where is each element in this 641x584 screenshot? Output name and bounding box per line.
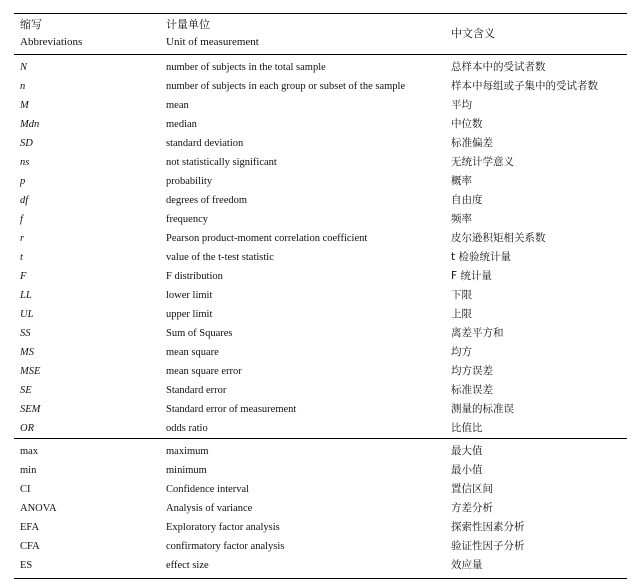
meaning-cell: 方差分析 [451, 502, 493, 514]
meaning-cell: 均方误差 [451, 365, 493, 377]
table-row [14, 518, 627, 537]
unit-cell: odds ratio [166, 423, 208, 434]
unit-cell: effect size [166, 560, 209, 571]
table-row [14, 480, 627, 499]
abbreviation-cell: N [20, 62, 28, 73]
meaning-cell: 总样本中的受试者数 [451, 61, 546, 73]
unit-cell: median [166, 119, 197, 130]
table-row [14, 499, 627, 518]
unit-cell: frequency [166, 214, 208, 225]
unit-cell: mean square error [166, 366, 242, 377]
abbreviation-cell: UL [20, 309, 34, 320]
unit-cell: upper limit [166, 309, 213, 320]
abbreviation-cell: r [20, 233, 25, 244]
table-row [14, 58, 627, 77]
unit-cell: Sum of Squares [166, 328, 233, 339]
abbreviation-cell: n [20, 81, 26, 92]
unit-cell: mean [166, 100, 189, 111]
table-row [14, 324, 627, 343]
meaning-cell: 中位数 [451, 118, 483, 130]
abbreviation-cell: MS [20, 347, 34, 358]
meaning-cell: 样本中每组或子集中的受试者数 [451, 80, 598, 92]
table-row [14, 115, 627, 134]
meaning-cell: 频率 [451, 213, 472, 225]
unit-cell: confirmatory factor analysis [166, 541, 285, 552]
table-row [14, 400, 627, 419]
unit-cell: minimum [166, 465, 207, 476]
unit-cell: lower limit [166, 290, 213, 301]
meaning-cell: F 统计量 [451, 270, 492, 282]
meaning-cell: 自由度 [451, 194, 483, 206]
meaning-cell: 平均 [451, 99, 472, 111]
unit-cell: mean square [166, 347, 219, 358]
meaning-cell: 效应量 [451, 559, 483, 571]
table-row [14, 419, 627, 438]
abbreviation-cell: SEM [20, 404, 41, 415]
abbreviation-cell: CFA [20, 541, 40, 552]
header-meaning-zh: 中文含义 [451, 27, 495, 40]
table-header [14, 14, 627, 54]
meaning-cell: 置信区间 [451, 483, 493, 495]
meaning-cell: 比值比 [451, 422, 483, 434]
unit-cell: Confidence interval [166, 484, 250, 495]
table-row [14, 381, 627, 400]
header-unit-zh: 计量单位 [166, 18, 210, 31]
unit-cell: number of subjects in each group or subset of the sample [166, 81, 406, 92]
table-row [14, 286, 627, 305]
unit-cell: Exploratory factor analysis [166, 522, 280, 533]
meaning-cell: 上限 [451, 308, 472, 320]
meaning-cell: 标准误差 [451, 384, 493, 396]
meaning-cell: 无统计学意义 [451, 156, 514, 168]
table-row [14, 556, 627, 575]
abbreviation-cell: OR [20, 423, 34, 434]
meaning-cell: 标准偏差 [451, 137, 493, 149]
abbreviation-cell: CI [20, 484, 31, 495]
abbreviation-cell: p [20, 176, 26, 187]
meaning-cell: t 检验统计量 [451, 251, 511, 263]
unit-cell: maximum [166, 446, 209, 457]
table-row [14, 191, 627, 210]
meaning-cell: 离差平方和 [451, 327, 504, 339]
table-row [14, 248, 627, 267]
abbreviation-cell: M [20, 100, 29, 111]
table-row [14, 134, 627, 153]
header-abbr-en: Abbreviations [20, 36, 83, 48]
table-row [14, 172, 627, 191]
unit-cell: probability [166, 176, 213, 187]
header-abbr-zh: 缩写 [20, 18, 42, 31]
unit-cell: Analysis of variance [166, 503, 253, 514]
meaning-cell: 验证性因子分析 [451, 540, 525, 552]
abbreviation-cell: LL [20, 290, 32, 301]
table-row [14, 77, 627, 96]
abbreviation-cell: MSE [20, 366, 41, 377]
abbreviation-cell: SE [20, 385, 32, 396]
unit-cell: Standard error of measurement [166, 404, 297, 415]
bottom-rule [14, 578, 627, 579]
meaning-cell: 下限 [451, 289, 472, 301]
abbreviation-cell: F [20, 271, 27, 282]
abbreviation-cell: f [20, 214, 23, 225]
abbreviation-cell: ANOVA [20, 503, 57, 514]
abbreviation-cell: Mdn [20, 119, 40, 130]
table-row [14, 442, 627, 461]
unit-cell: F distribution [166, 271, 223, 282]
table-row [14, 153, 627, 172]
meaning-cell: 概率 [451, 175, 472, 187]
abbreviation-cell: ns [20, 157, 30, 168]
table-body-group-1 [14, 58, 627, 438]
abbreviation-table [14, 13, 627, 579]
unit-cell: not statistically significant [166, 157, 277, 168]
meaning-cell: 最小值 [451, 464, 483, 476]
table-row [14, 537, 627, 556]
unit-cell: Pearson product-moment correlation coefficient [166, 233, 368, 244]
table-row [14, 305, 627, 324]
meaning-cell: 皮尔逊积矩相关系数 [451, 232, 546, 244]
table-row [14, 343, 627, 362]
table-row [14, 461, 627, 480]
meaning-cell: 测量的标准误 [451, 403, 514, 415]
abbreviation-cell: EFA [20, 522, 40, 533]
unit-cell: Standard error [166, 385, 227, 396]
abbreviation-cell: SS [20, 328, 31, 339]
table-row [14, 210, 627, 229]
abbreviation-cell: ES [20, 560, 33, 571]
header-unit-en: Unit of measurement [166, 36, 259, 48]
abbreviation-cell: max [20, 446, 39, 457]
table-body-group-2 [14, 442, 627, 575]
abbreviation-cell: df [20, 195, 29, 206]
abbreviation-cell: t [20, 252, 23, 263]
unit-cell: degrees of freedom [166, 195, 248, 206]
table-row [14, 362, 627, 381]
meaning-cell: 探索性因素分析 [451, 521, 525, 533]
table-row [14, 96, 627, 115]
meaning-cell: 均方 [451, 346, 472, 358]
meaning-cell: 最大值 [451, 445, 483, 457]
table-row [14, 229, 627, 248]
unit-cell: standard deviation [166, 138, 244, 149]
unit-cell: value of the t-test statistic [166, 252, 274, 263]
abbreviation-cell: SD [20, 138, 33, 149]
table-row [14, 267, 627, 286]
unit-cell: number of subjects in the total sample [166, 62, 326, 73]
abbreviation-cell: min [20, 465, 37, 476]
